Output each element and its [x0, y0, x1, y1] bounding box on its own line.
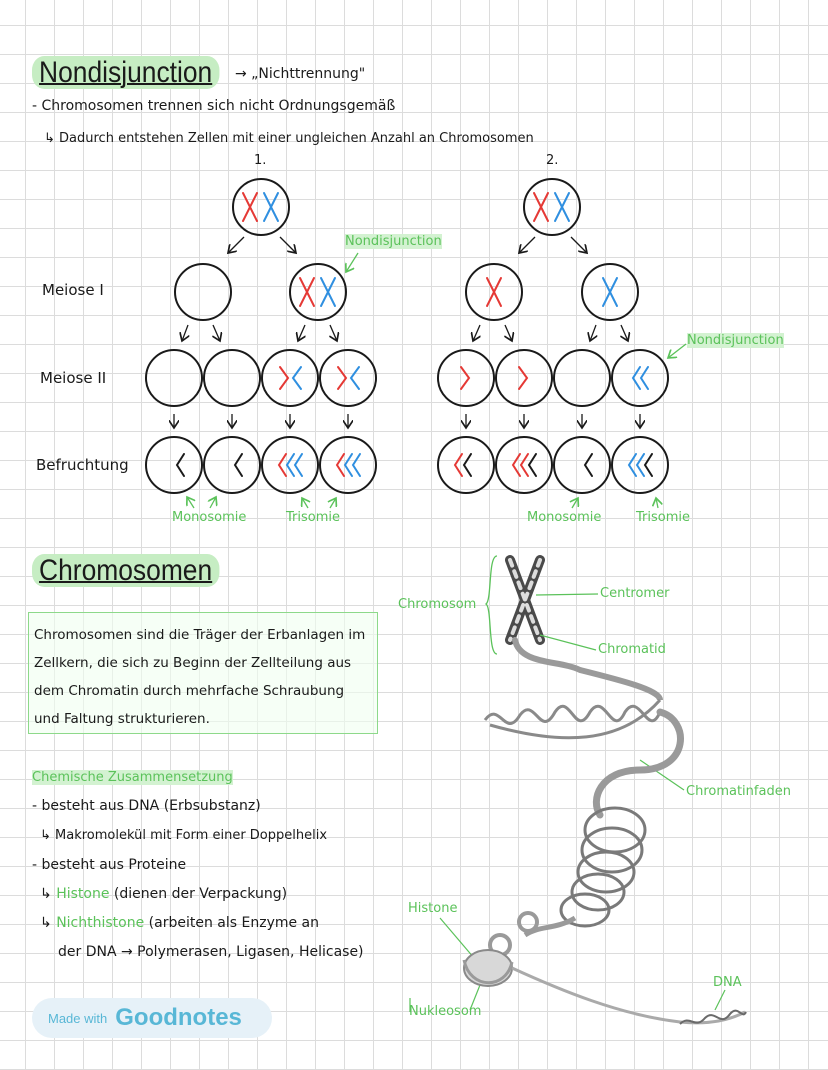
- badge-brand: Goodnotes: [115, 1004, 242, 1031]
- label-chromatid: Chromatid: [598, 642, 666, 657]
- label-trisomie: Trisomie: [636, 510, 690, 525]
- text-line: - Chromosomen trennen sich nicht Ordnungsgemäß: [32, 98, 396, 114]
- label-dna: DNA: [713, 975, 742, 990]
- section-title-chromosomen: Chromosomen: [32, 554, 219, 588]
- list-item: ↳ Histone (dienen der Verpackung): [40, 886, 288, 902]
- label-trisomie: Trisomie: [286, 510, 340, 525]
- label-nukleosom: Nukleosom: [409, 1004, 482, 1019]
- goodnotes-badge: [32, 998, 272, 1038]
- nichthistone-term: Nichthistone: [56, 915, 145, 931]
- definition-text: Chromosomen sind die Träger der Erbanlagen im Zellkern, die sich zu Beginn der Zellteilung aus dem Chromatin durch mehrfache Schraubung und Faltung strukturieren.: [34, 627, 366, 727]
- list-item: ↳ Nichthistone (arbeiten als Enzyme an: [40, 915, 320, 931]
- case-number: 2.: [546, 153, 559, 168]
- translation-note: → „Nichttrennung": [235, 66, 366, 82]
- row-label-befruchtung: Befruchtung: [36, 456, 129, 474]
- label-monosomie: Monosomie: [172, 510, 247, 525]
- section-title-nondisjunction: Nondisjunction: [32, 56, 219, 90]
- label-centromer: Centromer: [600, 586, 670, 601]
- list-item: - besteht aus Proteine: [32, 857, 187, 873]
- label-monosomie: Monosomie: [527, 510, 602, 525]
- text-line: ↳ Dadurch entstehen Zellen mit einer ungleichen Anzahl an Chromosomen: [44, 131, 534, 146]
- list-item: ↳ Makromolekül mit Form einer Doppelhelix: [40, 828, 328, 843]
- label-chromatinfaden: Chromatinfaden: [686, 784, 791, 799]
- label-chromosom: Chromosom: [398, 597, 477, 612]
- subheading-chemische-zusammensetzung: Chemische Zusammensetzung: [32, 770, 233, 785]
- list-item: der DNA → Polymerasen, Ligasen, Helicase): [58, 944, 364, 960]
- case-number: 1.: [254, 153, 267, 168]
- row-label-meiose-1: Meiose I: [42, 281, 104, 299]
- chromosome-x-shape: [510, 560, 540, 640]
- histone-term: Histone: [56, 886, 110, 902]
- row-label-meiose-2: Meiose II: [40, 369, 107, 387]
- label-nondisjunction: Nondisjunction: [687, 333, 784, 348]
- list-item: - besteht aus DNA (Erbsubstanz): [32, 798, 261, 814]
- badge-made-with: Made with: [48, 1010, 108, 1026]
- nucleosome-shape: [464, 950, 512, 986]
- label-histone: Histone: [408, 901, 458, 916]
- label-nondisjunction: Nondisjunction: [345, 234, 442, 249]
